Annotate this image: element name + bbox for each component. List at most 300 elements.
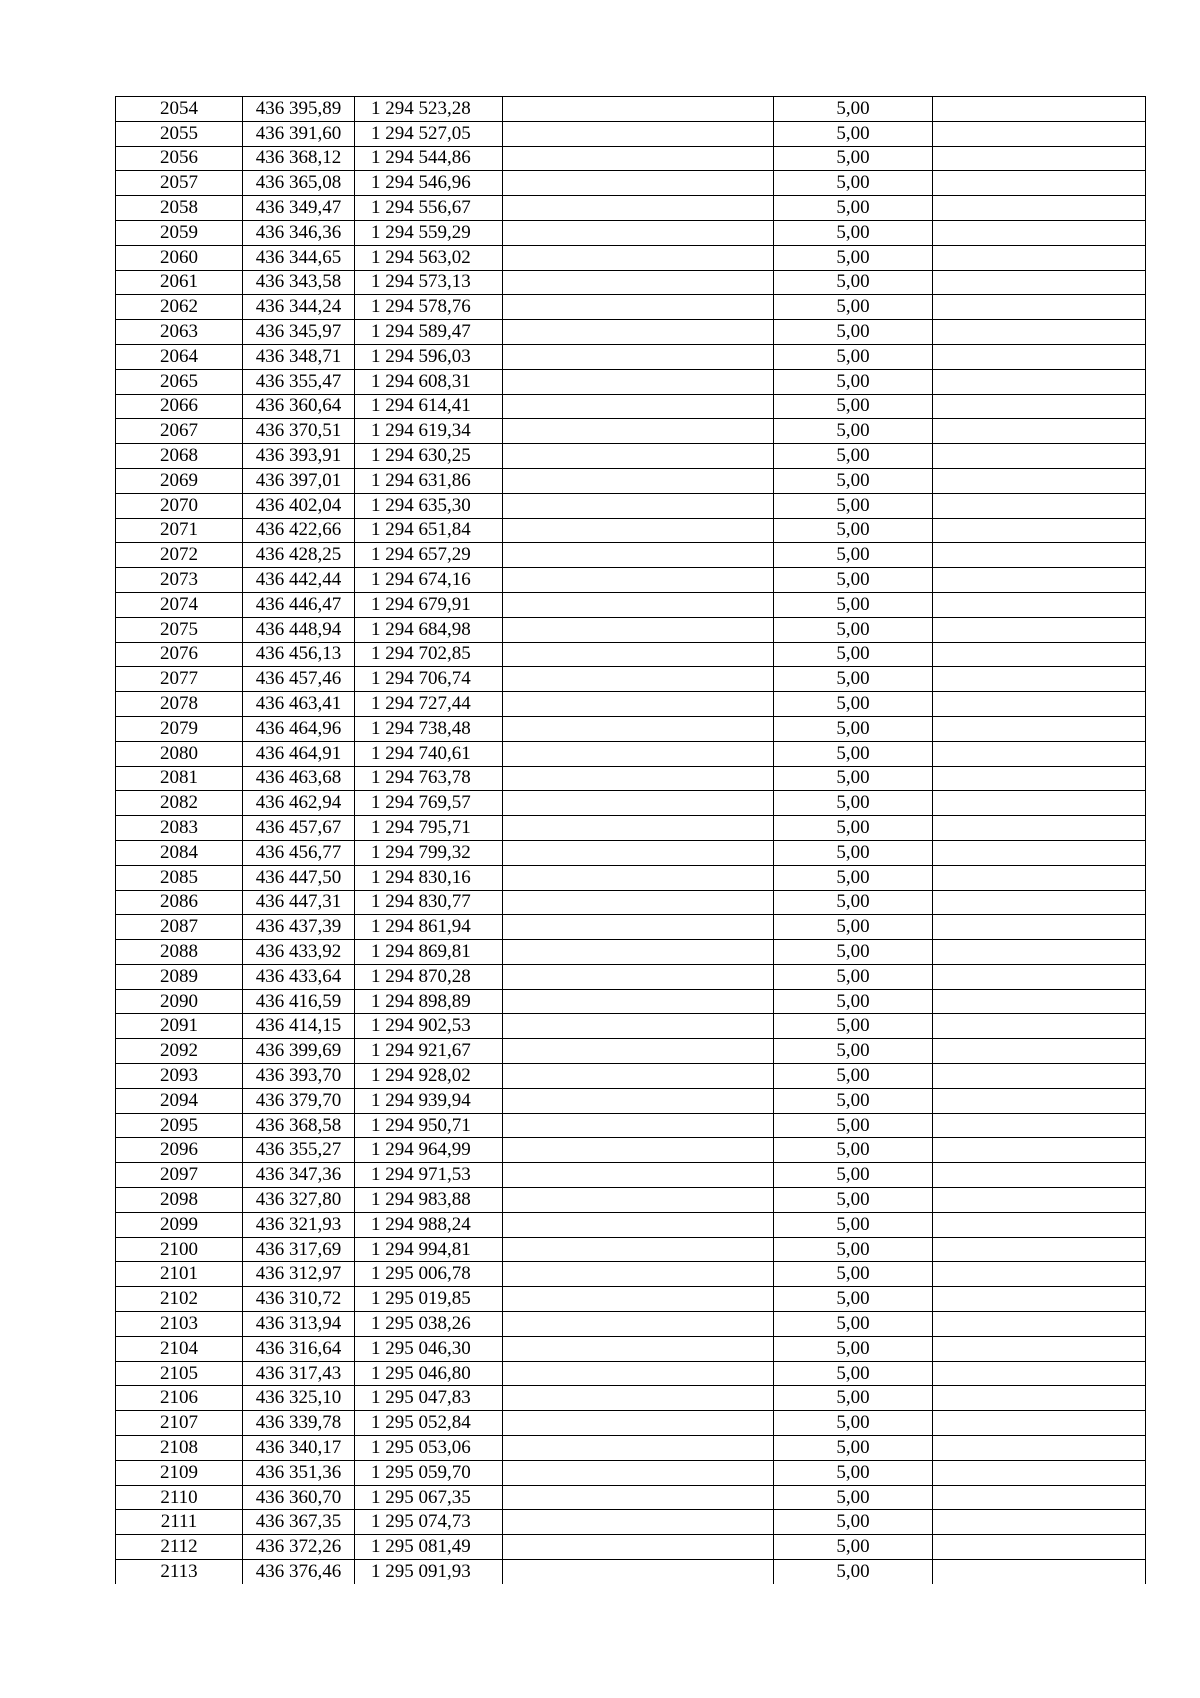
- empty-cell: [933, 1287, 1146, 1312]
- y-coordinate-cell: 1 294 898,89: [355, 989, 503, 1014]
- empty-cell: [933, 543, 1146, 568]
- table-row: [116, 865, 1146, 890]
- x-coordinate-cell: 436 370,51: [243, 419, 355, 444]
- table-row: [116, 568, 1146, 593]
- empty-cell: [503, 1113, 774, 1138]
- value-cell: 5,00: [774, 1411, 933, 1436]
- empty-cell: [503, 1386, 774, 1411]
- value-cell: 5,00: [774, 816, 933, 841]
- empty-cell: [503, 1014, 774, 1039]
- empty-cell: [503, 741, 774, 766]
- table-row: [116, 1113, 1146, 1138]
- table-row: [116, 1287, 1146, 1312]
- empty-cell: [503, 518, 774, 543]
- value-cell: 5,00: [774, 493, 933, 518]
- x-coordinate-cell: 436 462,94: [243, 791, 355, 816]
- empty-cell: [933, 592, 1146, 617]
- table-row: [116, 1510, 1146, 1535]
- value-cell: 5,00: [774, 692, 933, 717]
- value-cell: 5,00: [774, 1014, 933, 1039]
- x-coordinate-cell: 436 345,97: [243, 320, 355, 345]
- table-row: [116, 543, 1146, 568]
- table-row: [116, 1138, 1146, 1163]
- x-coordinate-cell: 436 376,46: [243, 1560, 355, 1584]
- x-coordinate-cell: 436 344,24: [243, 295, 355, 320]
- empty-cell: [503, 295, 774, 320]
- y-coordinate-cell: 1 294 928,02: [355, 1064, 503, 1089]
- table-row: [116, 1088, 1146, 1113]
- point-number-cell: 2064: [116, 344, 243, 369]
- y-coordinate-cell: 1 294 684,98: [355, 617, 503, 642]
- empty-cell: [503, 1485, 774, 1510]
- empty-cell: [933, 468, 1146, 493]
- value-cell: 5,00: [774, 791, 933, 816]
- empty-cell: [503, 865, 774, 890]
- y-coordinate-cell: 1 294 727,44: [355, 692, 503, 717]
- empty-cell: [503, 320, 774, 345]
- y-coordinate-cell: 1 294 869,81: [355, 940, 503, 965]
- value-cell: 5,00: [774, 617, 933, 642]
- empty-cell: [933, 1336, 1146, 1361]
- y-coordinate-cell: 1 294 546,96: [355, 171, 503, 196]
- empty-cell: [933, 270, 1146, 295]
- value-cell: 5,00: [774, 890, 933, 915]
- point-number-cell: 2112: [116, 1535, 243, 1560]
- y-coordinate-cell: 1 294 544,86: [355, 146, 503, 171]
- table-row: [116, 245, 1146, 270]
- value-cell: 5,00: [774, 568, 933, 593]
- point-number-cell: 2098: [116, 1188, 243, 1213]
- x-coordinate-cell: 436 416,59: [243, 989, 355, 1014]
- empty-cell: [503, 1064, 774, 1089]
- y-coordinate-cell: 1 294 573,13: [355, 270, 503, 295]
- value-cell: 5,00: [774, 1088, 933, 1113]
- x-coordinate-cell: 436 433,64: [243, 964, 355, 989]
- table-row: [116, 741, 1146, 766]
- empty-cell: [933, 1188, 1146, 1213]
- point-number-cell: 2101: [116, 1262, 243, 1287]
- y-coordinate-cell: 1 295 091,93: [355, 1560, 503, 1584]
- point-number-cell: 2070: [116, 493, 243, 518]
- empty-cell: [503, 890, 774, 915]
- x-coordinate-cell: 436 365,08: [243, 171, 355, 196]
- value-cell: 5,00: [774, 1485, 933, 1510]
- x-coordinate-cell: 436 457,46: [243, 667, 355, 692]
- y-coordinate-cell: 1 295 052,84: [355, 1411, 503, 1436]
- empty-cell: [503, 1361, 774, 1386]
- value-cell: 5,00: [774, 196, 933, 221]
- point-number-cell: 2076: [116, 642, 243, 667]
- value-cell: 5,00: [774, 394, 933, 419]
- table-row: [116, 766, 1146, 791]
- empty-cell: [933, 196, 1146, 221]
- empty-cell: [933, 369, 1146, 394]
- empty-cell: [503, 1312, 774, 1337]
- value-cell: 5,00: [774, 1361, 933, 1386]
- point-number-cell: 2054: [116, 97, 243, 122]
- y-coordinate-cell: 1 294 738,48: [355, 716, 503, 741]
- value-cell: 5,00: [774, 1188, 933, 1213]
- empty-cell: [503, 1039, 774, 1064]
- value-cell: 5,00: [774, 989, 933, 1014]
- x-coordinate-cell: 436 397,01: [243, 468, 355, 493]
- point-number-cell: 2071: [116, 518, 243, 543]
- empty-cell: [933, 989, 1146, 1014]
- empty-cell: [933, 964, 1146, 989]
- empty-cell: [933, 1039, 1146, 1064]
- x-coordinate-cell: 436 447,50: [243, 865, 355, 890]
- y-coordinate-cell: 1 294 527,05: [355, 121, 503, 146]
- empty-cell: [933, 617, 1146, 642]
- empty-cell: [503, 1460, 774, 1485]
- empty-cell: [933, 245, 1146, 270]
- point-number-cell: 2095: [116, 1113, 243, 1138]
- y-coordinate-cell: 1 295 059,70: [355, 1460, 503, 1485]
- empty-cell: [933, 1485, 1146, 1510]
- x-coordinate-cell: 436 463,68: [243, 766, 355, 791]
- table-row: [116, 270, 1146, 295]
- point-number-cell: 2104: [116, 1336, 243, 1361]
- table-row: [116, 518, 1146, 543]
- y-coordinate-cell: 1 294 657,29: [355, 543, 503, 568]
- x-coordinate-cell: 436 343,58: [243, 270, 355, 295]
- table-row: [116, 1237, 1146, 1262]
- value-cell: 5,00: [774, 543, 933, 568]
- table-row: [116, 146, 1146, 171]
- table-row: [116, 1460, 1146, 1485]
- x-coordinate-cell: 436 464,96: [243, 716, 355, 741]
- x-coordinate-cell: 436 368,12: [243, 146, 355, 171]
- point-number-cell: 2097: [116, 1163, 243, 1188]
- table-row: [116, 1411, 1146, 1436]
- table-row: [116, 1436, 1146, 1461]
- y-coordinate-cell: 1 294 706,74: [355, 667, 503, 692]
- empty-cell: [503, 617, 774, 642]
- empty-cell: [933, 667, 1146, 692]
- point-number-cell: 2055: [116, 121, 243, 146]
- point-number-cell: 2063: [116, 320, 243, 345]
- value-cell: 5,00: [774, 468, 933, 493]
- value-cell: 5,00: [774, 667, 933, 692]
- point-number-cell: 2067: [116, 419, 243, 444]
- empty-cell: [503, 146, 774, 171]
- empty-cell: [503, 196, 774, 221]
- empty-cell: [503, 369, 774, 394]
- empty-cell: [503, 1237, 774, 1262]
- table-row: [116, 989, 1146, 1014]
- y-coordinate-cell: 1 294 740,61: [355, 741, 503, 766]
- value-cell: 5,00: [774, 766, 933, 791]
- coordinates-table: [115, 96, 1146, 1584]
- point-number-cell: 2086: [116, 890, 243, 915]
- empty-cell: [503, 1163, 774, 1188]
- table-row: [116, 444, 1146, 469]
- x-coordinate-cell: 436 325,10: [243, 1386, 355, 1411]
- table-row: [116, 1485, 1146, 1510]
- point-number-cell: 2059: [116, 220, 243, 245]
- empty-cell: [933, 295, 1146, 320]
- x-coordinate-cell: 436 399,69: [243, 1039, 355, 1064]
- empty-cell: [933, 1064, 1146, 1089]
- value-cell: 5,00: [774, 1064, 933, 1089]
- empty-cell: [933, 518, 1146, 543]
- point-number-cell: 2093: [116, 1064, 243, 1089]
- value-cell: 5,00: [774, 419, 933, 444]
- empty-cell: [933, 220, 1146, 245]
- point-number-cell: 2106: [116, 1386, 243, 1411]
- value-cell: 5,00: [774, 1460, 933, 1485]
- point-number-cell: 2091: [116, 1014, 243, 1039]
- point-number-cell: 2078: [116, 692, 243, 717]
- empty-cell: [503, 1138, 774, 1163]
- value-cell: 5,00: [774, 940, 933, 965]
- x-coordinate-cell: 436 463,41: [243, 692, 355, 717]
- table-row: [116, 1535, 1146, 1560]
- value-cell: 5,00: [774, 320, 933, 345]
- y-coordinate-cell: 1 294 830,16: [355, 865, 503, 890]
- empty-cell: [933, 493, 1146, 518]
- point-number-cell: 2065: [116, 369, 243, 394]
- y-coordinate-cell: 1 294 630,25: [355, 444, 503, 469]
- table-row: [116, 1039, 1146, 1064]
- value-cell: 5,00: [774, 1386, 933, 1411]
- empty-cell: [503, 1287, 774, 1312]
- empty-cell: [503, 989, 774, 1014]
- value-cell: 5,00: [774, 1287, 933, 1312]
- x-coordinate-cell: 436 464,91: [243, 741, 355, 766]
- empty-cell: [933, 1411, 1146, 1436]
- value-cell: 5,00: [774, 121, 933, 146]
- y-coordinate-cell: 1 294 830,77: [355, 890, 503, 915]
- point-number-cell: 2066: [116, 394, 243, 419]
- empty-cell: [503, 568, 774, 593]
- empty-cell: [503, 493, 774, 518]
- point-number-cell: 2111: [116, 1510, 243, 1535]
- point-number-cell: 2079: [116, 716, 243, 741]
- empty-cell: [933, 1113, 1146, 1138]
- y-coordinate-cell: 1 294 702,85: [355, 642, 503, 667]
- y-coordinate-cell: 1 294 619,34: [355, 419, 503, 444]
- y-coordinate-cell: 1 294 589,47: [355, 320, 503, 345]
- x-coordinate-cell: 436 360,70: [243, 1485, 355, 1510]
- empty-cell: [503, 394, 774, 419]
- empty-cell: [503, 444, 774, 469]
- empty-cell: [933, 394, 1146, 419]
- value-cell: 5,00: [774, 1535, 933, 1560]
- y-coordinate-cell: 1 294 870,28: [355, 964, 503, 989]
- x-coordinate-cell: 436 442,44: [243, 568, 355, 593]
- point-number-cell: 2089: [116, 964, 243, 989]
- y-coordinate-cell: 1 294 921,67: [355, 1039, 503, 1064]
- x-coordinate-cell: 436 348,71: [243, 344, 355, 369]
- empty-cell: [503, 1336, 774, 1361]
- y-coordinate-cell: 1 294 964,99: [355, 1138, 503, 1163]
- point-number-cell: 2107: [116, 1411, 243, 1436]
- x-coordinate-cell: 436 391,60: [243, 121, 355, 146]
- x-coordinate-cell: 436 395,89: [243, 97, 355, 122]
- empty-cell: [503, 270, 774, 295]
- y-coordinate-cell: 1 294 988,24: [355, 1212, 503, 1237]
- empty-cell: [503, 766, 774, 791]
- point-number-cell: 2056: [116, 146, 243, 171]
- empty-cell: [503, 1436, 774, 1461]
- point-number-cell: 2058: [116, 196, 243, 221]
- value-cell: 5,00: [774, 964, 933, 989]
- x-coordinate-cell: 436 448,94: [243, 617, 355, 642]
- value-cell: 5,00: [774, 220, 933, 245]
- empty-cell: [933, 97, 1146, 122]
- point-number-cell: 2069: [116, 468, 243, 493]
- value-cell: 5,00: [774, 716, 933, 741]
- empty-cell: [933, 320, 1146, 345]
- point-number-cell: 2075: [116, 617, 243, 642]
- x-coordinate-cell: 436 346,36: [243, 220, 355, 245]
- y-coordinate-cell: 1 294 559,29: [355, 220, 503, 245]
- empty-cell: [503, 97, 774, 122]
- point-number-cell: 2057: [116, 171, 243, 196]
- point-number-cell: 2090: [116, 989, 243, 1014]
- point-number-cell: 2080: [116, 741, 243, 766]
- empty-cell: [933, 840, 1146, 865]
- table-body: [116, 97, 1146, 1584]
- table-row: [116, 667, 1146, 692]
- table-row: [116, 121, 1146, 146]
- y-coordinate-cell: 1 294 939,94: [355, 1088, 503, 1113]
- table-row: [116, 1212, 1146, 1237]
- empty-cell: [933, 816, 1146, 841]
- empty-cell: [503, 1262, 774, 1287]
- table-row: [116, 617, 1146, 642]
- empty-cell: [503, 791, 774, 816]
- table-row: [116, 97, 1146, 122]
- value-cell: 5,00: [774, 270, 933, 295]
- point-number-cell: 2087: [116, 915, 243, 940]
- point-number-cell: 2083: [116, 816, 243, 841]
- point-number-cell: 2062: [116, 295, 243, 320]
- value-cell: 5,00: [774, 146, 933, 171]
- x-coordinate-cell: 436 437,39: [243, 915, 355, 940]
- empty-cell: [503, 419, 774, 444]
- point-number-cell: 2081: [116, 766, 243, 791]
- point-number-cell: 2082: [116, 791, 243, 816]
- empty-cell: [933, 1436, 1146, 1461]
- y-coordinate-cell: 1 294 523,28: [355, 97, 503, 122]
- table-row: [116, 1560, 1146, 1584]
- y-coordinate-cell: 1 295 046,30: [355, 1336, 503, 1361]
- empty-cell: [503, 716, 774, 741]
- value-cell: 5,00: [774, 915, 933, 940]
- table-row: [116, 344, 1146, 369]
- table-row: [116, 1386, 1146, 1411]
- table-row: [116, 1188, 1146, 1213]
- x-coordinate-cell: 436 355,47: [243, 369, 355, 394]
- empty-cell: [503, 1188, 774, 1213]
- value-cell: 5,00: [774, 245, 933, 270]
- empty-cell: [503, 915, 774, 940]
- empty-cell: [503, 1560, 774, 1584]
- table-row: [116, 791, 1146, 816]
- point-number-cell: 2110: [116, 1485, 243, 1510]
- x-coordinate-cell: 436 351,36: [243, 1460, 355, 1485]
- value-cell: 5,00: [774, 1312, 933, 1337]
- table-row: [116, 642, 1146, 667]
- x-coordinate-cell: 436 347,36: [243, 1163, 355, 1188]
- y-coordinate-cell: 1 295 053,06: [355, 1436, 503, 1461]
- x-coordinate-cell: 436 317,69: [243, 1237, 355, 1262]
- empty-cell: [503, 543, 774, 568]
- table-row: [116, 915, 1146, 940]
- value-cell: 5,00: [774, 1113, 933, 1138]
- value-cell: 5,00: [774, 741, 933, 766]
- value-cell: 5,00: [774, 1212, 933, 1237]
- empty-cell: [503, 171, 774, 196]
- empty-cell: [933, 171, 1146, 196]
- empty-cell: [503, 840, 774, 865]
- empty-cell: [503, 1411, 774, 1436]
- x-coordinate-cell: 436 379,70: [243, 1088, 355, 1113]
- y-coordinate-cell: 1 295 047,83: [355, 1386, 503, 1411]
- point-number-cell: 2096: [116, 1138, 243, 1163]
- table-row: [116, 940, 1146, 965]
- value-cell: 5,00: [774, 518, 933, 543]
- empty-cell: [503, 468, 774, 493]
- point-number-cell: 2084: [116, 840, 243, 865]
- point-number-cell: 2094: [116, 1088, 243, 1113]
- y-coordinate-cell: 1 295 067,35: [355, 1485, 503, 1510]
- empty-cell: [933, 1212, 1146, 1237]
- value-cell: 5,00: [774, 97, 933, 122]
- x-coordinate-cell: 436 422,66: [243, 518, 355, 543]
- x-coordinate-cell: 436 367,35: [243, 1510, 355, 1535]
- x-coordinate-cell: 436 349,47: [243, 196, 355, 221]
- x-coordinate-cell: 436 317,43: [243, 1361, 355, 1386]
- x-coordinate-cell: 436 339,78: [243, 1411, 355, 1436]
- empty-cell: [503, 245, 774, 270]
- x-coordinate-cell: 436 372,26: [243, 1535, 355, 1560]
- value-cell: 5,00: [774, 592, 933, 617]
- empty-cell: [503, 344, 774, 369]
- x-coordinate-cell: 436 446,47: [243, 592, 355, 617]
- value-cell: 5,00: [774, 1138, 933, 1163]
- empty-cell: [503, 940, 774, 965]
- y-coordinate-cell: 1 294 578,76: [355, 295, 503, 320]
- value-cell: 5,00: [774, 1436, 933, 1461]
- x-coordinate-cell: 436 355,27: [243, 1138, 355, 1163]
- x-coordinate-cell: 436 456,13: [243, 642, 355, 667]
- empty-cell: [933, 1312, 1146, 1337]
- empty-cell: [503, 1510, 774, 1535]
- empty-cell: [503, 667, 774, 692]
- table-row: [116, 890, 1146, 915]
- empty-cell: [503, 1212, 774, 1237]
- empty-cell: [933, 716, 1146, 741]
- empty-cell: [933, 741, 1146, 766]
- point-number-cell: 2073: [116, 568, 243, 593]
- point-number-cell: 2092: [116, 1039, 243, 1064]
- empty-cell: [933, 642, 1146, 667]
- empty-cell: [933, 766, 1146, 791]
- table-row: [116, 394, 1146, 419]
- x-coordinate-cell: 436 327,80: [243, 1188, 355, 1213]
- empty-cell: [933, 444, 1146, 469]
- y-coordinate-cell: 1 295 081,49: [355, 1535, 503, 1560]
- point-number-cell: 2099: [116, 1212, 243, 1237]
- x-coordinate-cell: 436 433,92: [243, 940, 355, 965]
- empty-cell: [933, 146, 1146, 171]
- x-coordinate-cell: 436 456,77: [243, 840, 355, 865]
- point-number-cell: 2100: [116, 1237, 243, 1262]
- y-coordinate-cell: 1 294 631,86: [355, 468, 503, 493]
